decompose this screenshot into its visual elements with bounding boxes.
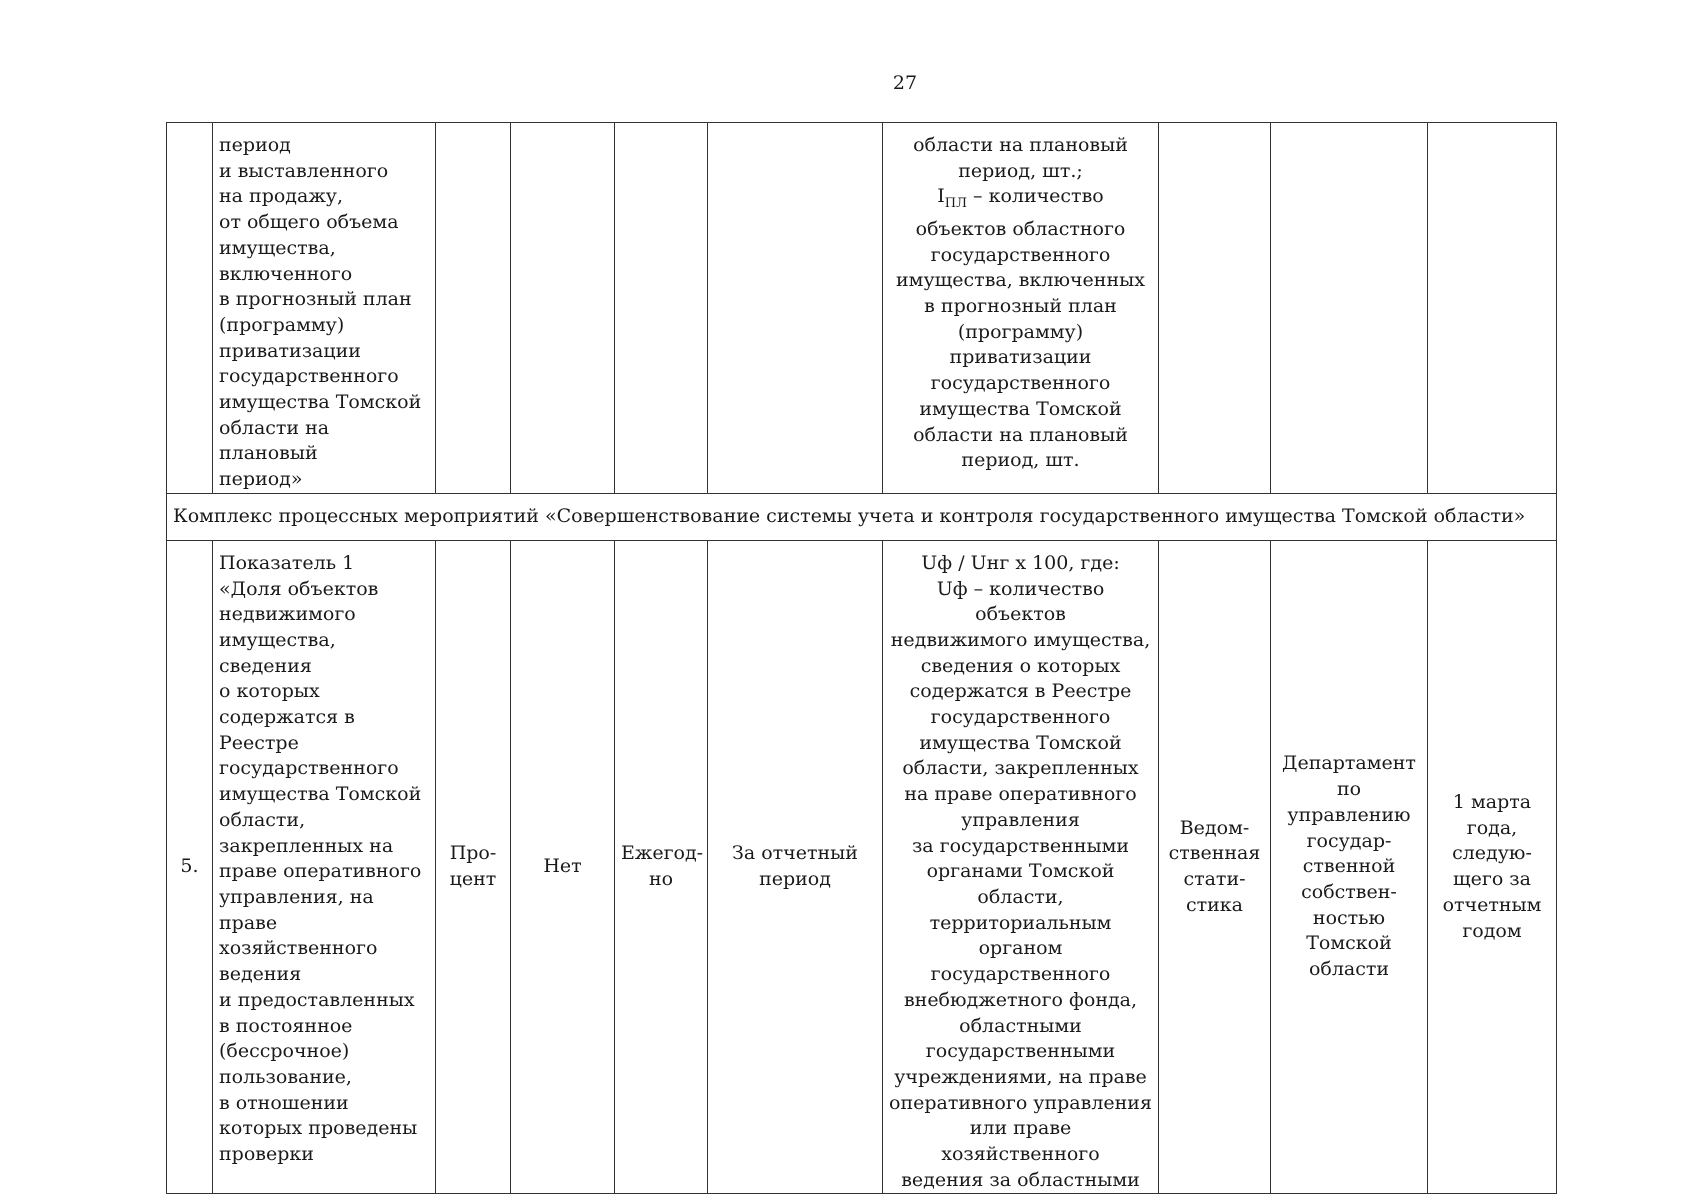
cell-source: Ведом- ственная стати- стика xyxy=(1159,540,1271,1194)
cell-unit-empty xyxy=(436,123,511,494)
cell-deadline-empty xyxy=(1428,123,1557,494)
cell-flag-empty xyxy=(511,123,615,494)
table-row-continuation xyxy=(167,123,1557,494)
cell-source-empty xyxy=(1159,123,1271,494)
cell-indicator-name: Показатель 1 «Доля объектов недвижимого имущества, сведения о которых содержатся в Реестре государственного имущества Томской области, закрепленных на праве оперативного управления, на праве хозяйственного ведения и предоставленных в постоянное (бессрочное) пользование, в отношении которых проведены проверки xyxy=(213,540,436,1194)
cell-number-empty xyxy=(167,123,213,494)
cell-frequency: Ежегод- но xyxy=(615,540,708,1194)
section-title: Комплекс процессных мероприятий «Совершенствование системы учета и контроля государственного имущества Томской области» xyxy=(167,493,1557,540)
section-header-row xyxy=(167,493,1557,540)
cell-number: 5. xyxy=(167,540,213,1194)
cell-responsible: Департамент по управлению государ- ственной собствен- ностью Томской области xyxy=(1271,540,1428,1194)
cell-deadline: 1 марта года, следую- щего за отчетным годом xyxy=(1428,540,1557,1194)
cell-indicator-name: период и выставленного на продажу, от общего объема имущества, включенного в прогнозный план (программу) приватизации государственного имущества Томской области на плановый период» xyxy=(213,123,436,494)
cell-flag: Нет xyxy=(511,540,615,1194)
cell-unit: Про- цент xyxy=(436,540,511,1194)
indicators-table xyxy=(166,122,1557,1194)
cell-period: За отчетный период xyxy=(708,540,883,1194)
page-number: 27 xyxy=(892,72,918,94)
cell-formula: области на плановый период, шт.; $I_{ПЛ}$ – количество объектов областного государственного имущества, включенных в прогнозный план (программу) приватизации государственного имущества Томской области на плановый период, шт. xyxy=(883,123,1159,494)
cell-period-empty xyxy=(708,123,883,494)
table-row-indicator xyxy=(167,540,1557,1194)
cell-frequency-empty xyxy=(615,123,708,494)
cell-responsible-empty xyxy=(1271,123,1428,494)
formula-subscript: ПЛ xyxy=(944,196,967,212)
cell-formula: Uф / Uнг x 100, где: Uф – количество объектов недвижимого имущества, сведения о которых содержатся в Реестре государственного имущества Томской области, закрепленных на праве оперативного управления за государственными органами Томской области, территориальным органом государственного внебюджетного фонда, областными государственными учреждениями, на праве оперативного управления или праве хозяйственного ведения за областными xyxy=(883,540,1159,1194)
